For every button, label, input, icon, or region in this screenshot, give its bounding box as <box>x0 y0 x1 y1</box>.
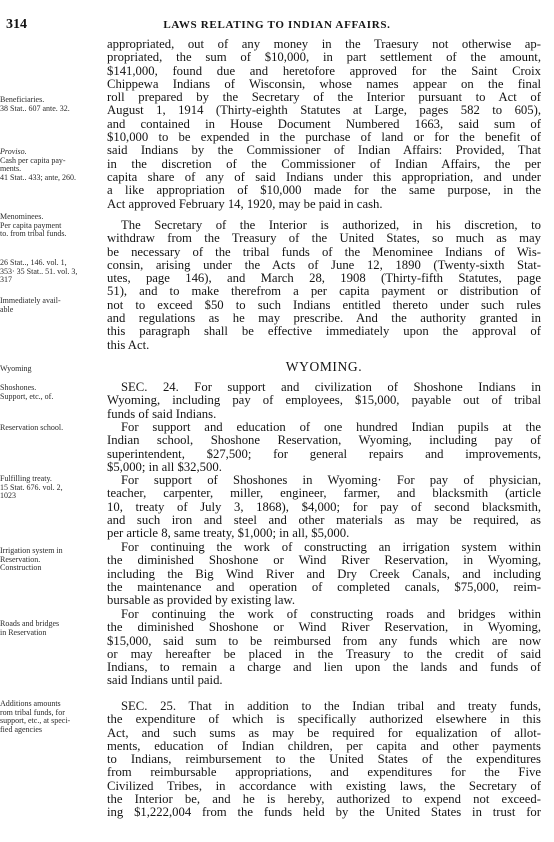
margin-note-wyoming <box>0 365 106 374</box>
margin-note-statutes <box>0 259 106 285</box>
margin-note-line: fied agencies <box>0 724 42 734</box>
margin-note-line: 353· 35 Stat.. 51. vol. 3, <box>0 266 78 276</box>
text-line: be necessary of the tribal funds of the Menominee Indians of Wis- <box>107 245 541 259</box>
text-line: and regulations as he may prescribe. And the authority granted in <box>107 312 541 326</box>
text-line: roll prepared by the Secretary of the Interior pursuant to Act of <box>107 91 541 105</box>
text-line: ments, education of Indian children, per capita and other payments <box>107 739 541 753</box>
text-line: said Indians until paid. <box>107 674 223 688</box>
text-line: funds of said Indians. <box>107 407 217 421</box>
margin-note-line: Shoshones. <box>0 383 37 392</box>
paragraph-roads-and-bridges <box>107 608 541 688</box>
text-line: not to exceed $50 to such Indians entitled thereto under such rules <box>107 298 541 312</box>
margin-note-line: Reservation. <box>0 554 41 564</box>
margin-note-irrigation <box>0 547 106 573</box>
margin-note-line: support, etc., at speci- <box>0 716 71 725</box>
margin-note-line: Immediately avail- <box>0 296 61 305</box>
margin-note-line: in Reservation <box>0 627 47 637</box>
running-head: LAWS RELATING TO INDIAN AFFAIRS. <box>163 19 391 31</box>
paragraph-indian-school <box>107 421 541 474</box>
margin-note-shoshones <box>0 384 106 401</box>
margin-note-proviso <box>0 148 106 182</box>
text-line: teacher, carpenter, miller, engineer, farmer, and blacksmith (article <box>107 487 541 501</box>
text-line: withdraw from the Treasury of the United States, so much as may <box>107 232 541 246</box>
text-line: including the Big Wind River and Dry Creek Canals, and including <box>107 567 541 581</box>
text-line: and such iron and steel and other materials as may be required, as <box>107 513 541 527</box>
text-line: utes, page 146), and March 28, 1908 (Thirty-fifth Statutes, page <box>107 272 541 286</box>
text-line: propriated, the sum of $10,000, in part settlement of the amount, <box>107 51 541 65</box>
text-line: August 1, 1914 (Thirty-eighth Statutes at Large, pages 582 to 605), <box>107 104 541 118</box>
text-line: this paragraph shall be effective immediately upon the approval of <box>107 325 541 339</box>
text-line: from reimbursable appropriations, and expenditures for the Five <box>107 766 541 780</box>
margin-note-line: Additions amounts <box>0 699 61 708</box>
text-line: the expenditure of which is specifically authorized elsewhere in this <box>107 713 541 727</box>
margin-note-line: 38 Stat.. 607 ante. 32. <box>0 103 70 113</box>
margin-note-line: 1023 <box>0 491 16 500</box>
margin-note-line: 41 Stat.. 433; ante, 260. <box>0 172 76 182</box>
text-line: consin, arising under the Acts of June 12, 1890 (Twenty-sixth Stat- <box>107 258 541 272</box>
text-line: the Interior be, and he is hereby, authorized to expend not exceed- <box>107 793 541 807</box>
margin-note-line: 317 <box>0 275 12 284</box>
paragraph-irrigation-system <box>107 541 541 607</box>
text-line: and contained in House Document Numbered 1663, said sum of <box>107 117 541 131</box>
text-line: $15,000, said sum to be reimbursed from any funds which are now <box>107 634 541 648</box>
margin-note-line: 15 Stat. 676. vol. 2, <box>0 482 63 492</box>
text-line: the diminished Shoshone or Wind River Reservation, in Wyoming, <box>107 554 541 568</box>
text-line: the diminished Shoshone or Wind River Reservation, in Wyoming, <box>107 621 541 635</box>
margin-note-line: to. from tribal funds. <box>0 229 67 238</box>
text-line: in the discretion of the Commissioner of Indian Affairs, the per <box>107 157 541 171</box>
margin-note-fulfilling-treaty <box>0 475 106 501</box>
paragraph-sec-25 <box>107 700 541 820</box>
text-line: For support of Shoshones in Wyoming· For pay of physician, <box>121 474 541 487</box>
text-line: For continuing the work of constructing an irrigation system within <box>121 541 541 554</box>
text-line: appropriated, out of any money in the Traesury not otherwise ap- <box>107 38 541 51</box>
text-line: 10, treaty of July 3, 1868), $4,000; for pay of second blacksmith, <box>107 500 541 514</box>
text-line: ing $1,222,004 from the funds held by the United States in trust for <box>107 806 541 820</box>
text-line: SEC. 25. That in addition to the Indian tribal and treaty funds, <box>121 700 541 713</box>
margin-note-line: Menominees. <box>0 212 44 221</box>
text-line: For support and education of one hundred Indian pupils at the <box>121 421 541 434</box>
text-line: Act approved February 14, 1920, may be paid in cash. <box>107 197 383 211</box>
margin-note-line: Reservation school. <box>0 423 64 432</box>
page-header <box>0 17 554 33</box>
text-line: SEC. 24. For support and civilization of Shoshone Indians in <box>121 381 541 394</box>
text-line: Civilized Tribes, in accordance with existing laws, the Secretary of <box>107 779 541 793</box>
text-line: or may hereafter be placed in the Treasury to the credit of said <box>107 647 541 661</box>
margin-note-line: Fulfilling treaty. <box>0 474 52 483</box>
margin-note-menominees <box>0 213 106 239</box>
paragraph-support-of-shoshones <box>107 474 541 540</box>
margin-note-line: able <box>0 304 14 314</box>
paragraph-saint-croix-chippewa <box>107 38 541 211</box>
margin-note-line: Per capita payment <box>0 220 62 230</box>
margin-note-line: ments. <box>0 164 22 173</box>
section-heading-wyoming: WYOMING. <box>285 359 363 374</box>
text-line: Chippewa Indians of Wisconsin, whose names appear on the final <box>107 77 541 91</box>
margin-note-line: rom tribal funds, for <box>0 707 65 717</box>
text-line: said Indians by the Commissioner of Indian Affairs: Provided, That <box>107 144 541 158</box>
text-line: $141,000, found due and heretofore approved for the Saint Croix <box>107 64 541 78</box>
margin-note-beneficiaries <box>0 96 106 113</box>
margin-note-line: Cash per capita pay- <box>0 155 66 165</box>
text-line: superintendent, $27,500; for general repairs and improvements, <box>107 447 541 461</box>
margin-note-line: Wyoming <box>0 364 32 373</box>
text-line: Indian school, Shoshone Reservation, Wyoming, including pay of <box>107 434 541 448</box>
text-line: $10,000 to be expended in the purchase of land or for the benefit of <box>107 131 541 145</box>
margin-note-line: Construction <box>0 563 42 572</box>
text-line: The Secretary of the Interior is authorized, in his discretion, to <box>121 219 541 232</box>
text-line: this Act. <box>107 338 150 352</box>
margin-note-line: Proviso. <box>0 147 27 156</box>
margin-note-line: Beneficiaries. <box>0 95 45 104</box>
text-line: capita share of any of said Indians under this appropriation, and under <box>107 170 541 184</box>
page-number: 314 <box>6 17 27 32</box>
text-line: $5,000; in all $32,500. <box>107 460 222 474</box>
text-line: per article 8, same treaty, $1,000; in all, $5,000. <box>107 527 350 541</box>
paragraph-sec-24 <box>107 381 541 421</box>
text-line: For continuing the work of constructing roads and bridges within <box>121 608 541 621</box>
text-line: the maintenance and operation of completed canals, $75,000, reim- <box>107 580 541 594</box>
margin-note-immediately-available <box>0 297 106 314</box>
margin-note-line: Roads and bridges <box>0 619 60 628</box>
margin-note-additional-amounts <box>0 700 106 734</box>
text-line: a like appropriation of $10,000 made for the same purpose, in the <box>107 184 541 198</box>
text-line: 51), and to make therefrom a per capita payment or distribution of <box>107 285 541 299</box>
text-line: Indians, to remain a charge and lien upon the lands and funds of <box>107 661 541 675</box>
margin-note-line: Irrigation system in <box>0 546 63 555</box>
margin-note-line: 26 Stat.., 146. vol. 1, <box>0 258 67 267</box>
margin-note-reservation-school <box>0 424 106 433</box>
margin-note-line: Support, etc., of. <box>0 391 54 401</box>
margin-note-roads <box>0 620 106 637</box>
text-line: to Indians, reimbursement to the United States of the expenditures <box>107 753 541 767</box>
paragraph-menominee-per-capita <box>107 219 541 352</box>
text-line: bursable as provided by existing law. <box>107 594 296 608</box>
text-line: Wyoming, including pay of employees, $15,000, payable out of tribal <box>107 394 541 408</box>
text-line: Act, and such sums as may be required for equalization of allot- <box>107 726 541 740</box>
